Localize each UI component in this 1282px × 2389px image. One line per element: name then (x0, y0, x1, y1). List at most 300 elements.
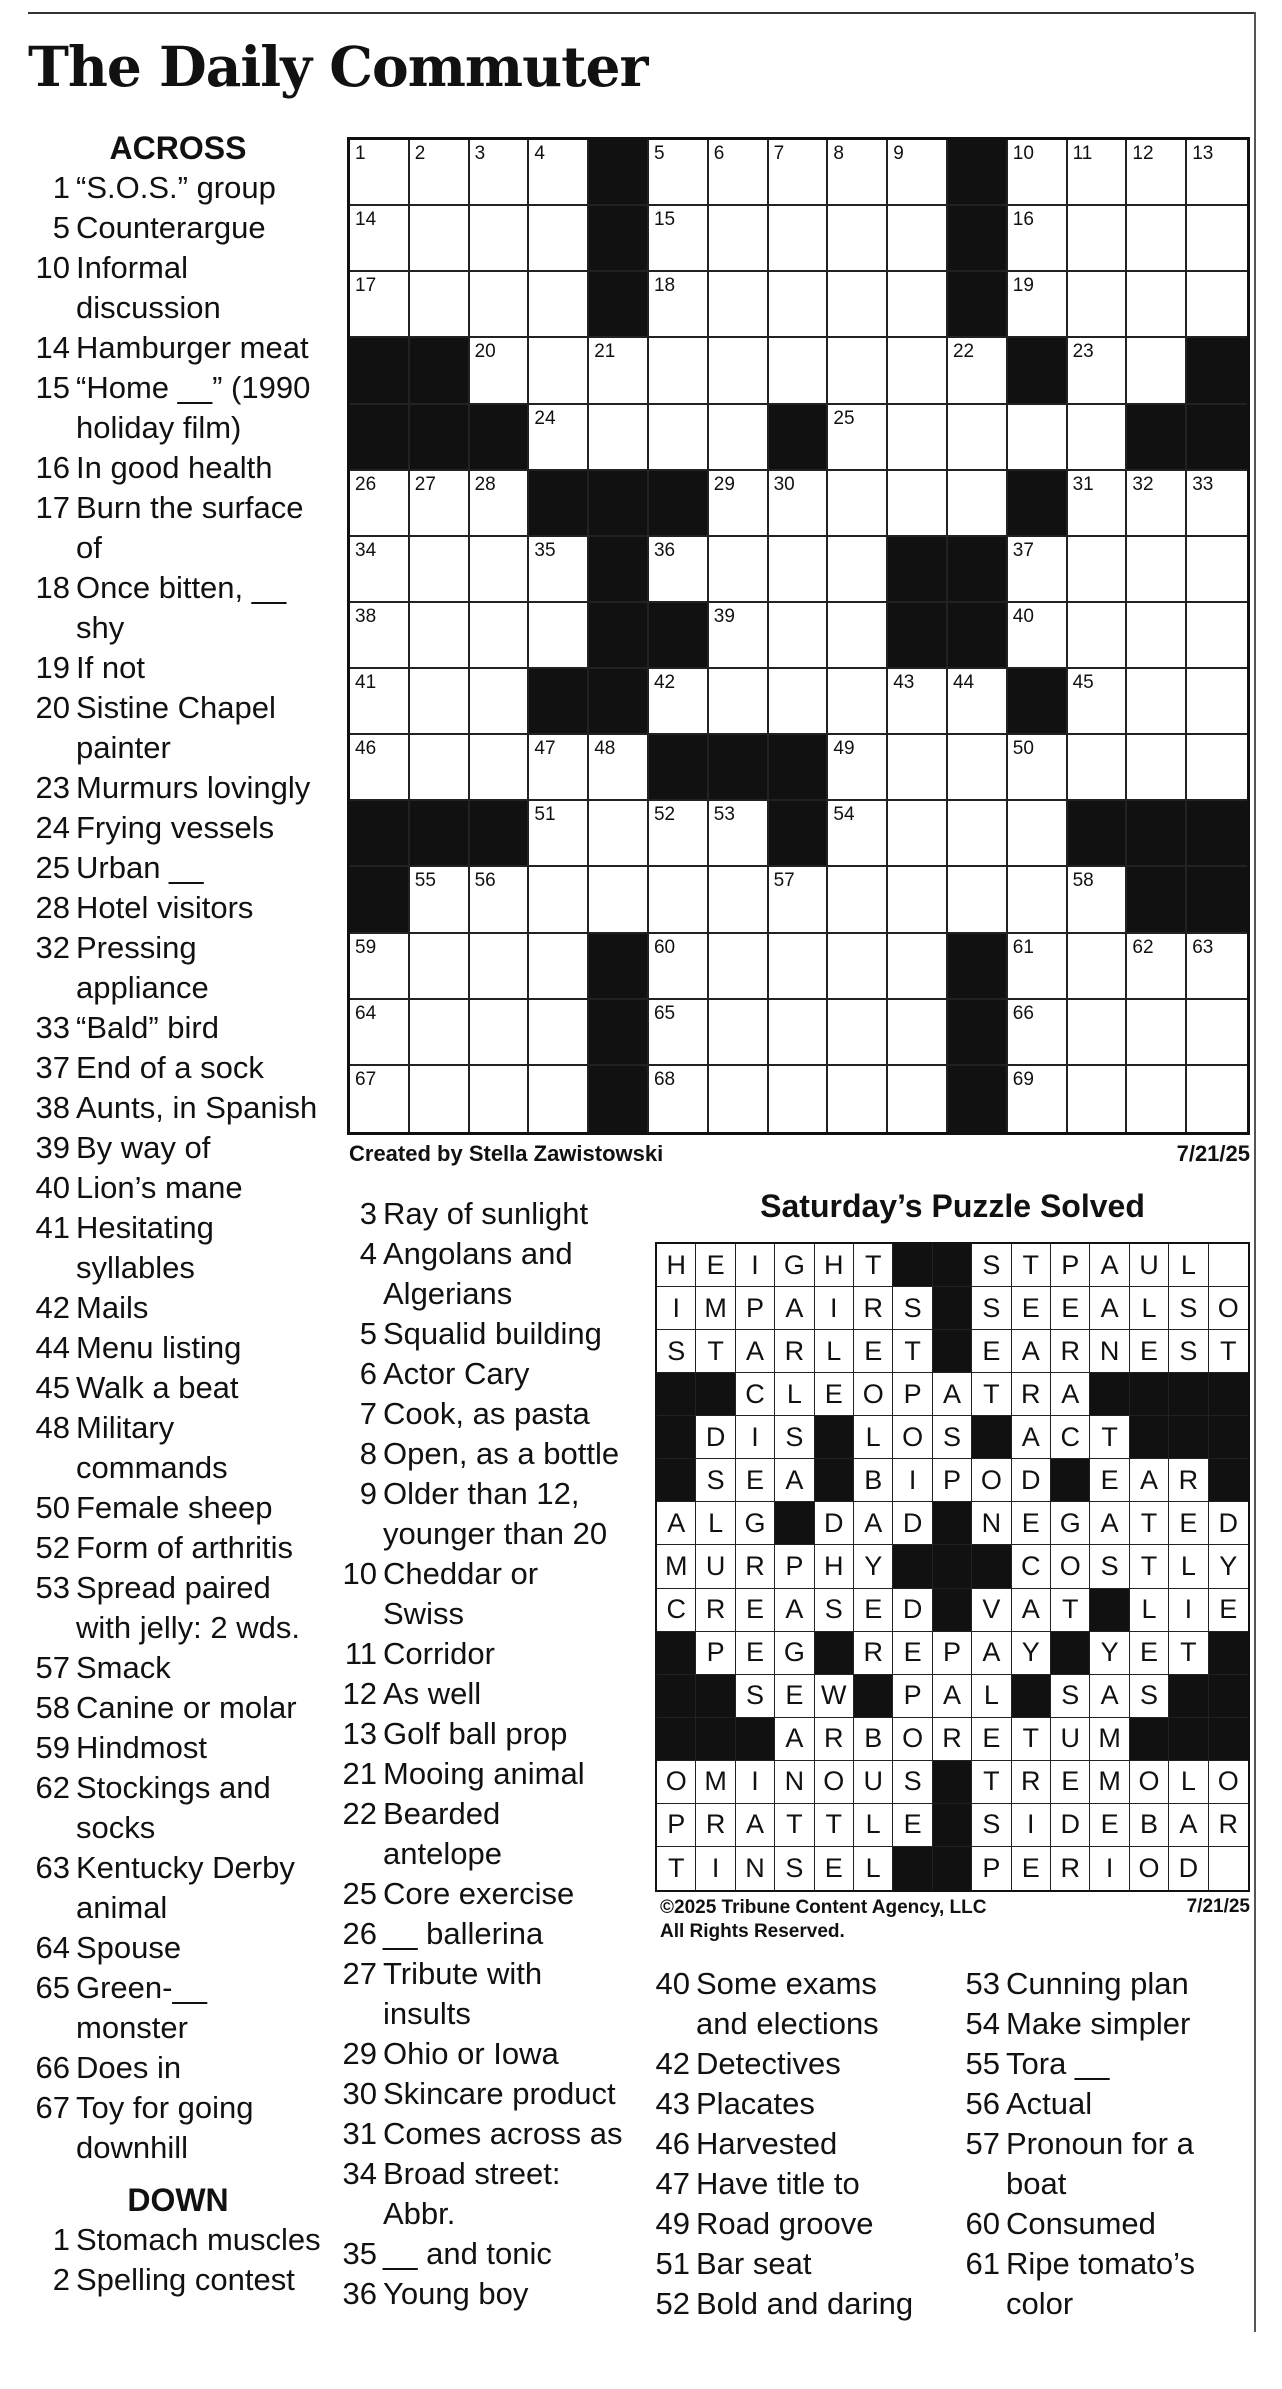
solution-letter (1209, 1847, 1248, 1890)
clue-number: 10 (342, 1556, 377, 1591)
grid-cell[interactable] (709, 272, 769, 338)
grid-cell[interactable] (529, 537, 589, 603)
grid-cell[interactable] (709, 206, 769, 272)
grid-cell[interactable] (649, 1000, 709, 1066)
grid-cell[interactable] (1187, 1000, 1247, 1066)
grid-cell[interactable] (1008, 867, 1068, 933)
solution-letter: R (1012, 1761, 1051, 1804)
grid-cell[interactable] (1068, 1000, 1128, 1066)
grid-cell[interactable] (589, 405, 649, 471)
grid-cell[interactable] (649, 338, 709, 404)
grid-cell[interactable] (529, 735, 589, 801)
clue-item (335, 2274, 635, 2314)
grid-cell[interactable] (709, 669, 769, 735)
solution-letter: R (854, 1632, 893, 1675)
grid-cell[interactable] (350, 934, 410, 1000)
solution-black-square (657, 1416, 696, 1459)
clue-item (335, 1474, 635, 1554)
grid-cell[interactable] (529, 603, 589, 669)
grid-cell[interactable] (529, 934, 589, 1000)
clue-text (76, 1928, 328, 1968)
grid-cell[interactable] (948, 735, 1008, 801)
grid-cell[interactable] (350, 140, 410, 206)
black-square (350, 801, 410, 867)
black-square (1127, 867, 1187, 933)
clue-item (648, 2284, 948, 2324)
solution-letter: A (854, 1502, 893, 1545)
grid-cell[interactable] (1068, 867, 1128, 933)
clue-text (76, 1488, 328, 1528)
grid-cell[interactable] (828, 735, 888, 801)
solution-letter: M (696, 1287, 735, 1330)
grid-cell[interactable] (1068, 206, 1128, 272)
grid-cell[interactable] (470, 1066, 530, 1132)
clue-number: 1 (52, 170, 70, 205)
grid-cell[interactable] (589, 801, 649, 867)
grid-cell[interactable] (769, 669, 829, 735)
crossword-grid[interactable] (347, 137, 1250, 1135)
clue-line: shy (76, 610, 125, 645)
grid-cell[interactable] (709, 405, 769, 471)
grid-cell[interactable] (828, 471, 888, 537)
grid-cell[interactable] (769, 603, 829, 669)
grid-cell[interactable] (1008, 272, 1068, 338)
grid-cell[interactable] (350, 603, 410, 669)
solution-letter: E (1130, 1632, 1169, 1675)
grid-cell[interactable] (709, 140, 769, 206)
solution-letter: L (1169, 1545, 1208, 1588)
grid-cell[interactable] (1068, 272, 1128, 338)
clue-item (335, 2234, 635, 2274)
grid-cell[interactable] (1187, 272, 1247, 338)
grid-cell[interactable] (649, 272, 709, 338)
solution-letter: U (854, 1761, 893, 1804)
grid-cell[interactable] (828, 1000, 888, 1066)
clue-number: 35 (342, 2236, 377, 2271)
solution-letter: G (775, 1244, 814, 1287)
grid-cell[interactable] (589, 735, 649, 801)
clue-item (958, 2204, 1258, 2244)
grid-cell[interactable] (769, 1066, 829, 1132)
solution-letter: S (1090, 1545, 1129, 1588)
grid-cell[interactable] (470, 867, 530, 933)
grid-cell[interactable] (410, 669, 470, 735)
grid-cell[interactable] (1008, 537, 1068, 603)
grid-cell[interactable] (1187, 1066, 1247, 1132)
grid-cell[interactable] (529, 338, 589, 404)
clue-number: 37 (35, 1050, 70, 1085)
grid-cell[interactable] (709, 338, 769, 404)
clue-item (28, 1928, 328, 1968)
grid-cell[interactable] (888, 934, 948, 1000)
grid-cell[interactable] (1008, 603, 1068, 669)
grid-cell[interactable] (1187, 735, 1247, 801)
grid-cell[interactable] (769, 140, 829, 206)
grid-cell[interactable] (828, 405, 888, 471)
solution-letter: A (1012, 1330, 1051, 1373)
clue-line: Counterargue (76, 210, 266, 245)
grid-cell[interactable] (470, 140, 530, 206)
solution-black-square (815, 1632, 854, 1675)
down-clues-col4 (958, 1964, 1258, 2324)
clue-number: 65 (35, 1970, 70, 2005)
grid-cell[interactable] (769, 537, 829, 603)
cell-number: 15 (653, 209, 676, 231)
grid-cell[interactable] (1127, 934, 1187, 1000)
clue-text (383, 2274, 635, 2314)
cell-number: 29 (713, 473, 735, 495)
grid-cell[interactable] (709, 537, 769, 603)
grid-cell[interactable] (649, 405, 709, 471)
grid-cell[interactable] (410, 603, 470, 669)
grid-cell[interactable] (1068, 735, 1128, 801)
black-square (1187, 867, 1247, 933)
grid-cell[interactable] (350, 206, 410, 272)
grid-cell[interactable] (410, 735, 470, 801)
grid-cell[interactable] (649, 1066, 709, 1132)
clue-number: 57 (35, 1650, 70, 1685)
grid-cell[interactable] (529, 405, 589, 471)
grid-cell[interactable] (410, 934, 470, 1000)
grid-cell[interactable] (1127, 735, 1187, 801)
grid-cell[interactable] (1008, 405, 1068, 471)
grid-cell[interactable] (649, 140, 709, 206)
solution-black-square (933, 1502, 972, 1545)
grid-cell[interactable] (769, 272, 829, 338)
clue-line: Informal (76, 250, 188, 285)
grid-cell[interactable] (888, 1066, 948, 1132)
clue-number: 24 (35, 810, 70, 845)
solution-letter: S (893, 1761, 932, 1804)
grid-cell[interactable] (769, 206, 829, 272)
clue-text (76, 1368, 328, 1408)
grid-cell[interactable] (529, 206, 589, 272)
grid-cell[interactable] (470, 471, 530, 537)
grid-cell[interactable] (948, 801, 1008, 867)
solution-letter: S (696, 1459, 735, 1502)
clue-line: Cunning plan (1006, 1966, 1189, 2001)
grid-cell[interactable] (888, 206, 948, 272)
solution-letter: A (933, 1373, 972, 1416)
grid-cell[interactable] (709, 934, 769, 1000)
black-square (410, 405, 470, 471)
grid-cell[interactable] (709, 1000, 769, 1066)
grid-cell[interactable] (1127, 1000, 1187, 1066)
clue-item (28, 1728, 328, 1768)
grid-cell[interactable] (828, 934, 888, 1000)
grid-cell[interactable] (769, 867, 829, 933)
cell-number: 24 (534, 407, 556, 429)
solution-letter: V (972, 1589, 1011, 1632)
grid-cell[interactable] (828, 338, 888, 404)
grid-cell[interactable] (888, 1000, 948, 1066)
grid-cell[interactable] (1187, 669, 1247, 735)
grid-cell[interactable] (410, 1066, 470, 1132)
cell-number: 45 (1072, 672, 1094, 694)
clue-item (28, 1688, 328, 1728)
grid-cell[interactable] (888, 801, 948, 867)
grid-cell[interactable] (649, 801, 709, 867)
grid-cell[interactable] (828, 669, 888, 735)
grid-cell[interactable] (589, 338, 649, 404)
solution-letter: T (815, 1804, 854, 1847)
clue-text (383, 1314, 635, 1354)
grid-cell[interactable] (529, 867, 589, 933)
grid-cell[interactable] (529, 1066, 589, 1132)
clue-line: painter (76, 730, 171, 765)
grid-cell[interactable] (709, 603, 769, 669)
grid-cell[interactable] (948, 669, 1008, 735)
clue-text (383, 2034, 635, 2074)
black-square (589, 272, 649, 338)
solution-black-square (815, 1459, 854, 1502)
grid-cell[interactable] (1008, 206, 1068, 272)
grid-cell[interactable] (1008, 934, 1068, 1000)
solution-letter: M (1090, 1761, 1129, 1804)
grid-cell[interactable] (1187, 140, 1247, 206)
grid-cell[interactable] (828, 272, 888, 338)
grid-cell[interactable] (410, 1000, 470, 1066)
grid-cell[interactable] (828, 1066, 888, 1132)
grid-cell[interactable] (410, 140, 470, 206)
grid-cell[interactable] (1127, 669, 1187, 735)
clue-text (76, 1048, 328, 1088)
cell-number: 3 (474, 143, 486, 164)
solution-letter: N (736, 1847, 775, 1890)
cell-number: 51 (534, 804, 556, 826)
grid-cell[interactable] (410, 537, 470, 603)
grid-cell[interactable] (410, 471, 470, 537)
grid-cell[interactable] (888, 867, 948, 933)
grid-cell[interactable] (888, 140, 948, 206)
solution-letter: S (815, 1589, 854, 1632)
grid-cell[interactable] (1127, 537, 1187, 603)
grid-cell[interactable] (888, 338, 948, 404)
solution-black-square (1209, 1675, 1248, 1718)
grid-cell[interactable] (888, 735, 948, 801)
grid-cell[interactable] (888, 272, 948, 338)
clue-text (76, 1568, 328, 1648)
grid-cell[interactable] (350, 1000, 410, 1066)
grid-cell[interactable] (350, 471, 410, 537)
grid-cell[interactable] (470, 537, 530, 603)
grid-cell[interactable] (529, 272, 589, 338)
grid-cell[interactable] (769, 934, 829, 1000)
grid-cell[interactable] (529, 140, 589, 206)
grid-cell[interactable] (1127, 603, 1187, 669)
solution-letter: P (893, 1373, 932, 1416)
cell-number: 65 (653, 1002, 676, 1024)
solution-letter: T (1130, 1545, 1169, 1588)
grid-cell[interactable] (769, 471, 829, 537)
grid-cell[interactable] (649, 934, 709, 1000)
grid-cell[interactable] (888, 669, 948, 735)
solution-black-square (933, 1330, 972, 1373)
grid-cell[interactable] (1068, 603, 1128, 669)
grid-cell[interactable] (1068, 537, 1128, 603)
grid-cell[interactable] (1068, 1066, 1128, 1132)
solution-letter: I (1090, 1847, 1129, 1890)
grid-cell[interactable] (828, 206, 888, 272)
grid-cell[interactable] (828, 603, 888, 669)
grid-cell[interactable] (1187, 603, 1247, 669)
solution-letter: T (1090, 1416, 1129, 1459)
grid-cell[interactable] (350, 1066, 410, 1132)
clue-number: 10 (35, 250, 70, 285)
clue-item (28, 1088, 328, 1128)
cell-number: 46 (355, 738, 377, 760)
grid-cell[interactable] (529, 801, 589, 867)
solution-letter: R (933, 1718, 972, 1761)
clue-text (76, 1288, 328, 1328)
grid-cell[interactable] (470, 272, 530, 338)
clue-line: Core exercise (383, 1876, 575, 1911)
clue-item (28, 568, 328, 648)
solution-letter: A (1090, 1287, 1129, 1330)
grid-cell[interactable] (350, 537, 410, 603)
grid-cell[interactable] (828, 537, 888, 603)
solution-letter: P (736, 1287, 775, 1330)
cell-number: 25 (833, 407, 855, 429)
solution-letter: D (893, 1502, 932, 1545)
clue-text (76, 2260, 328, 2300)
clue-line: commands (76, 1450, 228, 1485)
clue-number: 53 (965, 1966, 1000, 2001)
clue-line: color (1006, 2286, 1074, 2321)
grid-cell[interactable] (1127, 206, 1187, 272)
grid-cell[interactable] (1127, 272, 1187, 338)
grid-cell[interactable] (1127, 338, 1187, 404)
grid-cell[interactable] (350, 735, 410, 801)
grid-cell[interactable] (709, 867, 769, 933)
solution-letter: O (1209, 1761, 1248, 1804)
grid-cell[interactable] (1008, 801, 1068, 867)
grid-cell[interactable] (1008, 1000, 1068, 1066)
black-square (948, 272, 1008, 338)
solution-letter: A (1169, 1804, 1208, 1847)
solution-black-square (657, 1459, 696, 1502)
black-square (948, 934, 1008, 1000)
grid-cell[interactable] (1008, 735, 1068, 801)
grid-cell[interactable] (649, 206, 709, 272)
black-square (1187, 405, 1247, 471)
cell-number: 32 (1132, 473, 1154, 495)
grid-cell[interactable] (470, 338, 530, 404)
solution-letter: D (696, 1416, 735, 1459)
solution-black-square (972, 1545, 1011, 1588)
grid-cell[interactable] (828, 867, 888, 933)
grid-cell[interactable] (410, 206, 470, 272)
grid-cell[interactable] (888, 405, 948, 471)
clue-line: Hotel visitors (76, 890, 254, 925)
grid-cell[interactable] (1187, 471, 1247, 537)
black-square (709, 735, 769, 801)
grid-cell[interactable] (948, 867, 1008, 933)
clue-item (28, 168, 328, 208)
grid-cell[interactable] (1008, 140, 1068, 206)
grid-cell[interactable] (1068, 934, 1128, 1000)
cell-number: 64 (355, 1002, 377, 1024)
grid-cell[interactable] (828, 140, 888, 206)
black-square (649, 603, 709, 669)
grid-cell[interactable] (769, 338, 829, 404)
solution-letter: L (696, 1502, 735, 1545)
grid-cell[interactable] (350, 272, 410, 338)
grid-cell[interactable] (1187, 537, 1247, 603)
grid-cell[interactable] (1008, 1066, 1068, 1132)
clue-line: Consumed (1006, 2206, 1156, 2241)
grid-cell[interactable] (709, 801, 769, 867)
cell-number: 34 (355, 539, 377, 561)
grid-cell[interactable] (948, 405, 1008, 471)
solution-letter: W (815, 1675, 854, 1718)
clue-line: Ray of sunlight (383, 1196, 589, 1231)
clue-line: Actual (1006, 2086, 1093, 2121)
grid-cell[interactable] (1068, 140, 1128, 206)
cell-number: 30 (773, 473, 795, 495)
cell-number: 40 (1012, 605, 1034, 627)
grid-cell[interactable] (529, 1000, 589, 1066)
clue-number: 54 (965, 2006, 1000, 2041)
grid-cell[interactable] (470, 669, 530, 735)
grid-cell[interactable] (470, 206, 530, 272)
clue-text (383, 1634, 635, 1674)
grid-cell[interactable] (649, 867, 709, 933)
grid-cell[interactable] (350, 669, 410, 735)
grid-cell[interactable] (888, 471, 948, 537)
clue-number: 11 (344, 1636, 377, 1671)
grid-cell[interactable] (1068, 338, 1128, 404)
solution-letter: G (775, 1632, 814, 1675)
grid-cell[interactable] (1127, 471, 1187, 537)
solution-black-square (657, 1718, 696, 1761)
grid-cell[interactable] (589, 867, 649, 933)
grid-cell[interactable] (470, 1000, 530, 1066)
black-square (589, 140, 649, 206)
grid-cell[interactable] (1187, 206, 1247, 272)
solution-letter: S (775, 1847, 814, 1890)
grid-cell[interactable] (1068, 669, 1128, 735)
grid-cell[interactable] (649, 537, 709, 603)
solution-letter: D (1169, 1847, 1208, 1890)
grid-cell[interactable] (948, 338, 1008, 404)
grid-cell[interactable] (470, 603, 530, 669)
grid-cell[interactable] (1127, 140, 1187, 206)
clue-item (335, 1194, 635, 1234)
grid-cell[interactable] (709, 1066, 769, 1132)
grid-cell[interactable] (470, 735, 530, 801)
grid-cell[interactable] (948, 471, 1008, 537)
grid-cell[interactable] (1127, 1066, 1187, 1132)
grid-cell[interactable] (1187, 934, 1247, 1000)
grid-cell[interactable] (649, 669, 709, 735)
solution-black-square (893, 1545, 932, 1588)
clue-line: Swiss (383, 1596, 464, 1631)
clue-line: Some exams (696, 1966, 877, 2001)
grid-cell[interactable] (709, 471, 769, 537)
clue-text (76, 1528, 328, 1568)
grid-cell[interactable] (1068, 471, 1128, 537)
grid-cell[interactable] (410, 272, 470, 338)
grid-cell[interactable] (769, 1000, 829, 1066)
grid-cell[interactable] (828, 801, 888, 867)
solution-letter: E (1012, 1502, 1051, 1545)
solution-letter: P (933, 1632, 972, 1675)
grid-cell[interactable] (1068, 405, 1128, 471)
clue-line: animal (76, 1890, 168, 1925)
grid-cell[interactable] (470, 934, 530, 1000)
grid-cell[interactable] (410, 867, 470, 933)
